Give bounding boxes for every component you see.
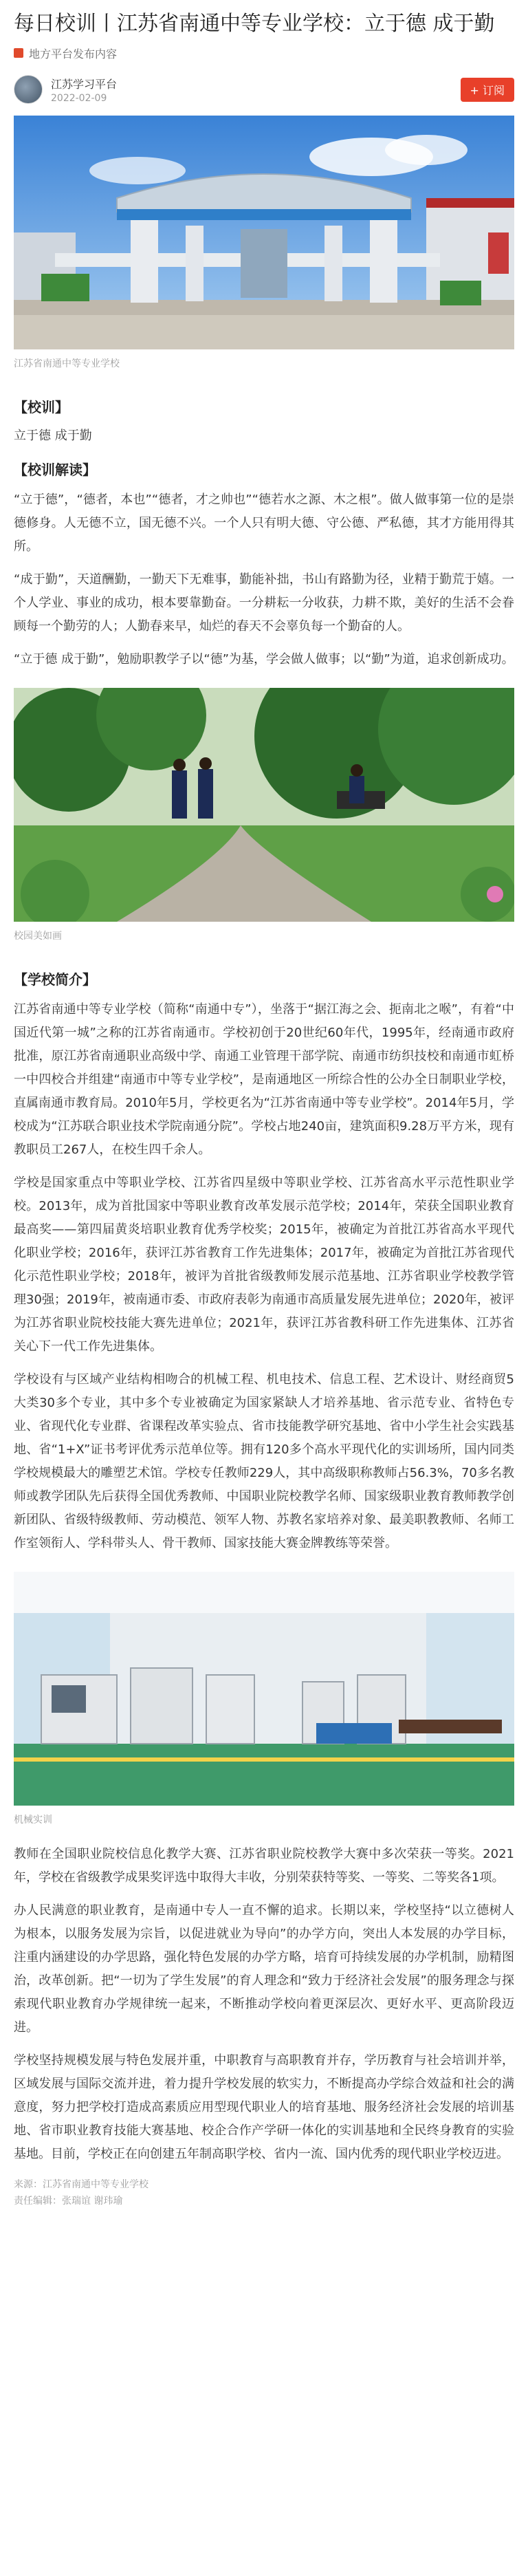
editor-line: 责任编辑：张瑞谊 谢玮瑜 xyxy=(14,2196,123,2207)
paragraph: “立于德”，“德者，本也”“德者，才之帅也”“德若水之源、木之根”。做人做事第一位的是崇德修身。人无德不立，国无德不兴。一个人只有明大德、守公德、严私德，其才方能用得其所。 xyxy=(14,493,514,554)
paragraph: 学校坚持规模发展与特色发展并重，中职教育与高职教育并存，学历教育与社会培训并举，区域发展与国际交流并进，着力提升学校发展的软实力，不断提高办学综合效益和社会的满意度，努力把学校打造成高素质应用型现代职业人的培育基地、服务经济社会发展的培训基地、省市职业教育技能大赛基地、校企合作产学研一体化的实训基地和全民终身教育的实验基地。目前，学校正在向创建五年制高职学校、省内一流、国内优秀的现代职业学校迈进。 xyxy=(14,2053,514,2161)
platform-tag xyxy=(14,43,514,63)
article-title: 每日校训丨江苏省南通中等专业学校：立于德 成于勤 xyxy=(14,12,495,36)
paragraph: “成于勤”，天道酬勤，一勤天下无难事，勤能补拙，书山有路勤为径，业精于勤荒于嬉。一个人学业、事业的成功，根本要靠勤奋。一分耕耘一分收获，力耕不欺，美好的生活不会眷顾每一个勤劳的人；人勤春来早，灿烂的春天不会辜负每一个勤奋的人。 xyxy=(14,572,514,634)
subscribe-button[interactable]: + 订阅 xyxy=(461,78,515,102)
paragraph: 江苏省南通中等专业学校（简称“南通中专”），坐落于“据江海之会、扼南北之喉”，有着“中国近代第一城”之称的江苏省南通市。学校初创于20世纪60年代，1995年，经南通市政府批准，原江苏省南通职业高级中学、南通工业管理干部学院、南通市纺织技校和南通市虹桥一中四校合并组建“南通市中等专业学校”，是南通地区一所综合性的公办全日制职业学校，直属南通市教育局。2010年5月，学校更名为“江苏省南通中等专业学校”。2014年5月，学校成为“江苏联合职业技术学院南通分院”。学校占地240亩，建筑面积9.28万平方米，现有教职员工267人，在校生四千余人。 xyxy=(14,1002,514,1157)
school-intro-heading: 【学校简介】 xyxy=(14,971,96,988)
author-name[interactable]: 江苏学习平台 xyxy=(51,77,118,91)
paragraph: 学校是国家重点中等职业学校、江苏省四星级中等职业学校、江苏省高水平示范性职业学校。2013年，成为首批国家中等职业教育改革发展示范学校；2014年，荣获全国职业教育最高奖——第四届黄炎培职业教育优秀学校奖；2015年，被确定为首批江苏省高水平现代化职业学校；2016年，获评江苏省教育工作先进集体；2017年，被确定为首批江苏省现代化示范性职业学校；2018年，被评为首批省级教师发展示范基地、江苏省职业学校教学管理30强；2019年，被南通市委、市政府表彰为南通市高质量发展先进单位；2020年，被评为江苏省职业院校技能大赛先进单位；2021年，获评江苏省教科研工作先进集体、江苏省关心下一代工作先进集体。 xyxy=(14,1176,514,1354)
paragraph: 学校设有与区域产业结构相吻合的机械工程、机电技术、信息工程、艺术设计、财经商贸5大类30多个专业，其中多个专业被确定为国家紧缺人才培养基地、省示范专业、省特色专业、省现代化专业群、省课程改革实验点、省市技能教学研究基地、省中小学生社会实践基地、省“1+X”证书考评优秀示范单位等。拥有120多个高水平现代化的实训场所，国内同类学校规模最大的雕塑艺术馆。学校专任教师229人，其中高级职称教师占56.3%，70多名教师或教学团队先后获得全国优秀教师、中国职业院校教学名师、国家级职业教育教师教学创新团队、省级特级教师、劳动模范、领军人物、苏教名家培养对象、最美职教教师、名师工作室领衔人、学科带头人、骨干教师、国家技能大赛金牌教练等荣誉。 xyxy=(14,1372,514,1550)
source-line: 来源：江苏省南通中等专业学校 xyxy=(14,2179,148,2190)
image-caption: 校园美如画 xyxy=(14,931,62,942)
paragraph: 办人民满意的职业教育，是南通中专人一直不懈的追求。长期以来，学校坚持“以立德树人为根本，以服务发展为宗旨，以促进就业为导向”的办学方向，突出人本发展的办学目标，注重内涵建设的办学思路，强化特色发展的办学方略，培育可持续发展的办学机制，励精图治，改革创新。把“一切为了学生发展”的育人理念和“致力于经济社会发展”的服务理念与探索现代职业教育办学规律统一起来，不断推动学校向着更深层次、更好水平、更高阶段迈进。 xyxy=(14,1903,514,2035)
campus-garden-photo xyxy=(14,688,514,922)
image-caption: 江苏省南通中等专业学校 xyxy=(14,358,120,369)
workshop-illustration xyxy=(14,1572,514,1806)
workshop-photo xyxy=(14,1572,514,1806)
platform-tag-icon xyxy=(14,48,23,58)
platform-tag-text: 地方平台发布内容 xyxy=(29,47,118,61)
avatar[interactable] xyxy=(14,75,43,104)
author-meta xyxy=(51,76,461,104)
motto-heading: 【校训】 xyxy=(14,399,69,415)
school-motto: 立于德 成于勤 xyxy=(14,429,92,443)
school-gate-illustration xyxy=(14,116,514,349)
school-gate-photo xyxy=(14,116,514,349)
publish-date: 2022-02-09 xyxy=(51,92,107,104)
image-caption: 机械实训 xyxy=(14,1815,52,1826)
campus-garden-illustration xyxy=(14,688,514,922)
author-bar xyxy=(14,70,514,109)
paragraph: 教师在全国职业院校信息化教学大赛、江苏省职业院校教学大赛中多次荣获一等奖。2021年，学校在省级教学成果奖评选中取得大丰收，分别荣获特等奖、一等奖、二等奖各1项。 xyxy=(14,1847,514,1885)
motto-explanation-heading: 【校训解读】 xyxy=(14,462,96,478)
paragraph: “立于德 成于勤”，勉励职教学子以“德”为基，学会做人做事；以“勤”为道，追求创新成功。 xyxy=(14,652,514,667)
